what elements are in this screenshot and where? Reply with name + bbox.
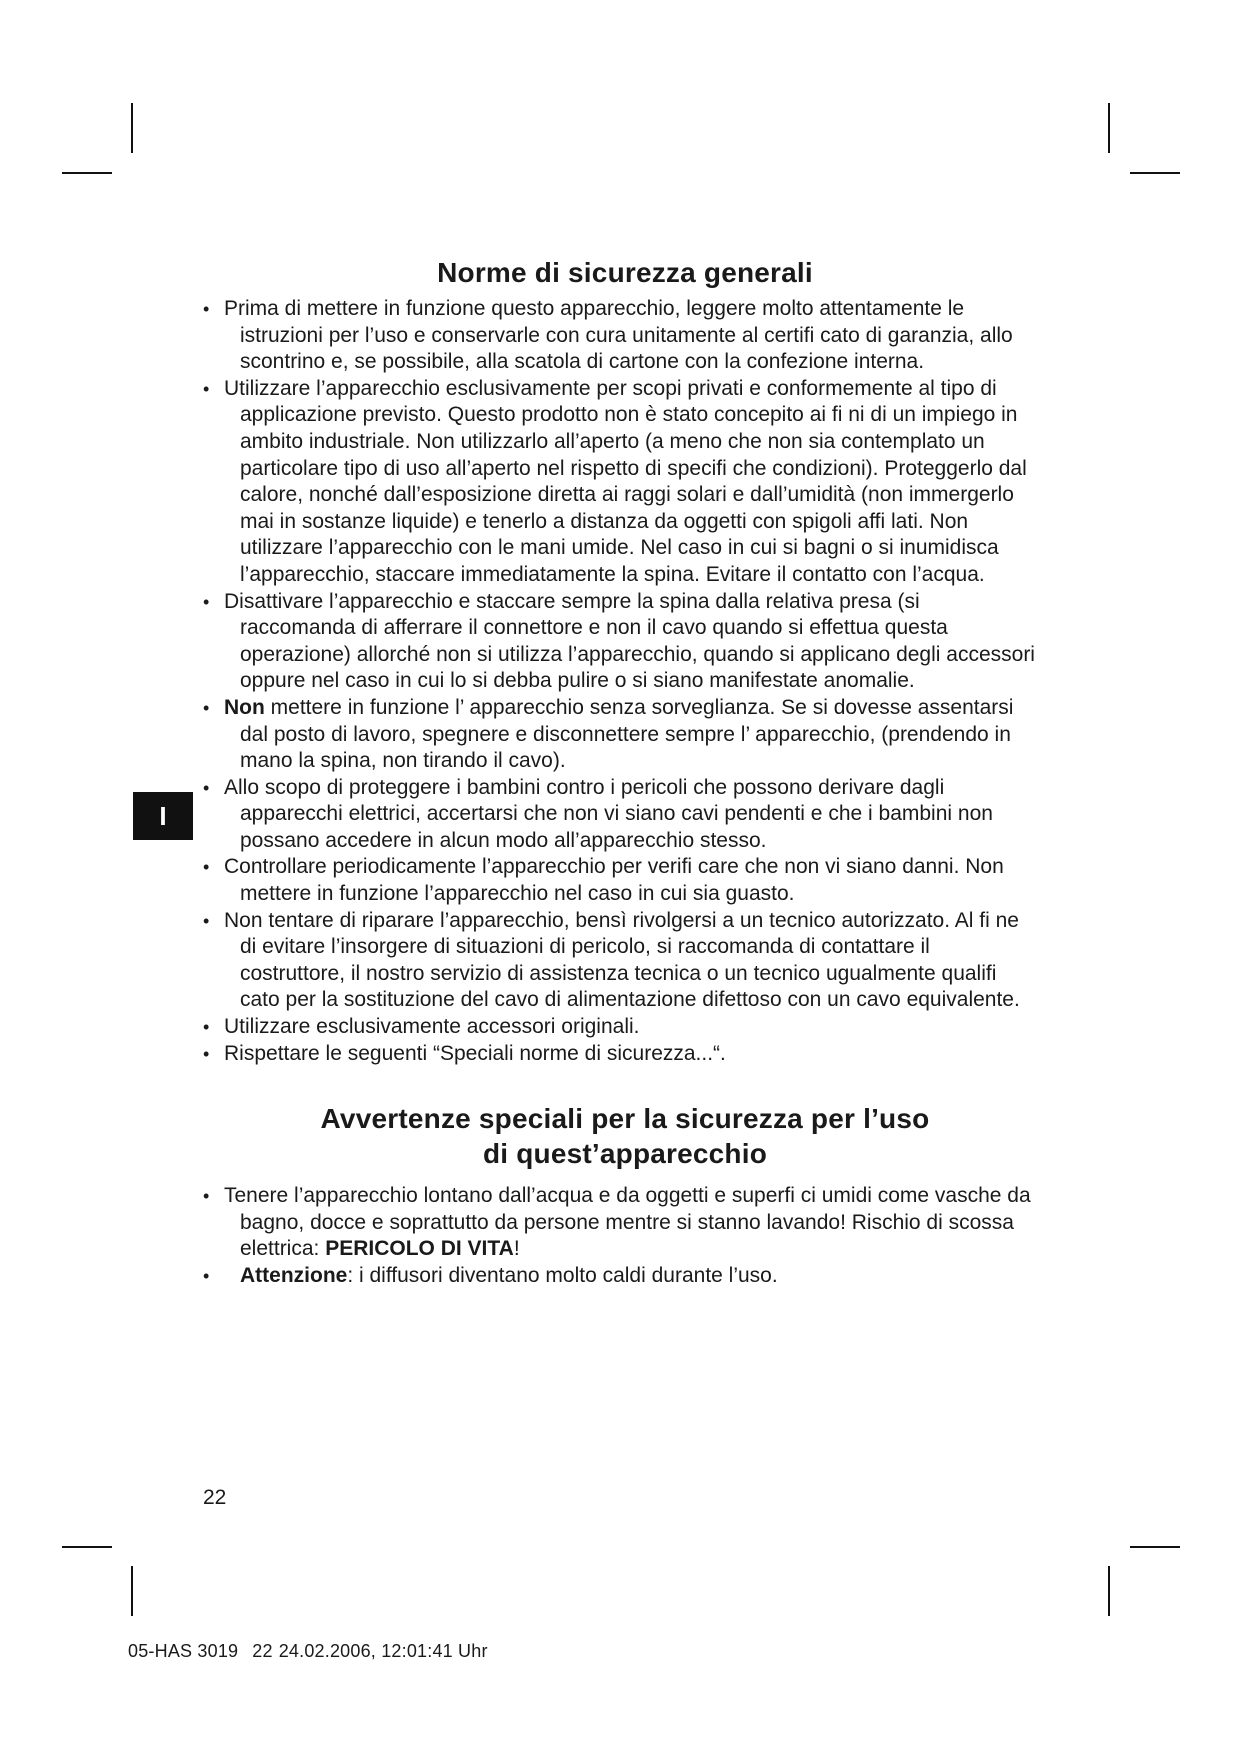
general-safety-list — [200, 296, 1050, 1067]
crop-mark-top-left-horizontal — [62, 172, 112, 174]
list-item: • Attenzione: i diffusori diventano molto caldi durante l’uso. — [200, 1263, 1050, 1290]
list-item: • Allo scopo di proteggere i bambini contro i pericoli che possono derivare dagli apparecchi elettrici, accertarsi che non vi siano cavi pendenti e che i bambini non possano accedere in alcun modo all’apparecchio stesso. — [200, 775, 1050, 855]
list-item: • Disattivare l’apparecchio e staccare sempre la spina dalla relativa presa (si raccomanda di afferrare il connettore e non il cavo quando si effettua questa operazione) allorché non si utilizza l’apparecchio, quando si applicano degli accessori oppure nel caso in cui lo si debba pulire o si siano manifestate anomalie. — [200, 589, 1050, 695]
list-item: • Controllare periodicamente l’apparecchio per verifi care che non vi siano danni. Non mettere in funzione l’apparecchio nel caso in cui sia guasto. — [200, 854, 1050, 907]
crop-mark-bottom-right-horizontal — [1130, 1546, 1180, 1548]
print-footer: 05-HAS 3019 22 24.02.2006, 12:01:41 Uhr — [128, 1641, 488, 1661]
language-tab: I — [133, 792, 193, 840]
page-number: 22 — [203, 1486, 227, 1509]
crop-mark-top-right-vertical — [1108, 103, 1110, 153]
danger-warning: PERICOLO DI VITA — [325, 1237, 514, 1261]
special-warnings-list — [200, 1183, 1050, 1289]
crop-mark-bottom-left-horizontal — [62, 1546, 112, 1548]
list-item: • Utilizzare esclusivamente accessori originali. — [200, 1014, 1050, 1041]
emphasis-non: Non — [224, 695, 265, 719]
list-item: • Rispettare le seguenti “Speciali norme di sicurezza...“. — [200, 1041, 1050, 1068]
list-item: • Prima di mettere in funzione questo apparecchio, leggere molto attentamente le istruzioni per l’uso e conservarle con cura unitamente al certifi cato di garanzia, allo scontrino e, se possibile, alla scatola di cartone con la confezione interna. — [200, 296, 1050, 376]
list-item: • Tenere l’apparecchio lontano dall’acqua e da oggetti e superfi ci umidi come vasche da bagno, docce e soprattutto da persone mentre si stanno lavando! Rischio di scossa elettrica: PERICOLO DI VITA! — [200, 1183, 1050, 1263]
section-title-special-warnings: Avvertenze speciali per la sicurezza per l’uso di quest’apparecchio — [320, 1103, 930, 1170]
crop-mark-bottom-left-vertical — [131, 1566, 133, 1616]
crop-mark-top-right-horizontal — [1130, 172, 1180, 174]
emphasis-attention: Attenzione — [240, 1264, 348, 1287]
page-content — [200, 255, 1050, 1290]
list-item: • Non tentare di riparare l’apparecchio, bensì rivolgersi a un tecnico autorizzato. Al fi ne di evitare l’insorgere di situazioni di pericolo, si raccomanda di contattare il costruttore, il nostro servizio di assistenza tecnica o un tecnico ugualmente qualifi cato per la sostituzione del cavo di alimentazione difettoso con un cavo equivalente. — [200, 908, 1050, 1014]
crop-mark-bottom-right-vertical — [1108, 1566, 1110, 1616]
section-title-general-safety: Norme di sicurezza generali — [437, 257, 813, 288]
list-item: • Non mettere in funzione l’ apparecchio senza sorveglianza. Se si dovesse assentarsi dal posto di lavoro, spegnere e disconnettere sempre l’ apparecchio, (prendendo in mano la spina, non tirando il cavo). — [200, 695, 1050, 775]
list-item: • Utilizzare l’apparecchio esclusivamente per scopi privati e conformemente al tipo di applicazione previsto. Questo prodotto non è stato concepito ai fi ni di un impiego in ambito industriale. Non utilizzarlo all’aperto (a meno che non sia contemplato un particolare tipo di uso all’aperto nel rispetto di specifi che condizioni). Proteggerlo dal calore, nonché dall’esposizione diretta ai raggi solari e dall’umidità (non immergerlo mai in sostanze liquide) e tenerlo a distanza da oggetti con spigoli affi lati. Non utilizzare l’apparecchio con le mani umide. Nel caso in cui si bagni o si inumidisca l’apparecchio, staccare immediatamente la spina. Evitare il contatto con l’acqua. — [200, 376, 1050, 589]
crop-mark-top-left-vertical — [131, 103, 133, 153]
